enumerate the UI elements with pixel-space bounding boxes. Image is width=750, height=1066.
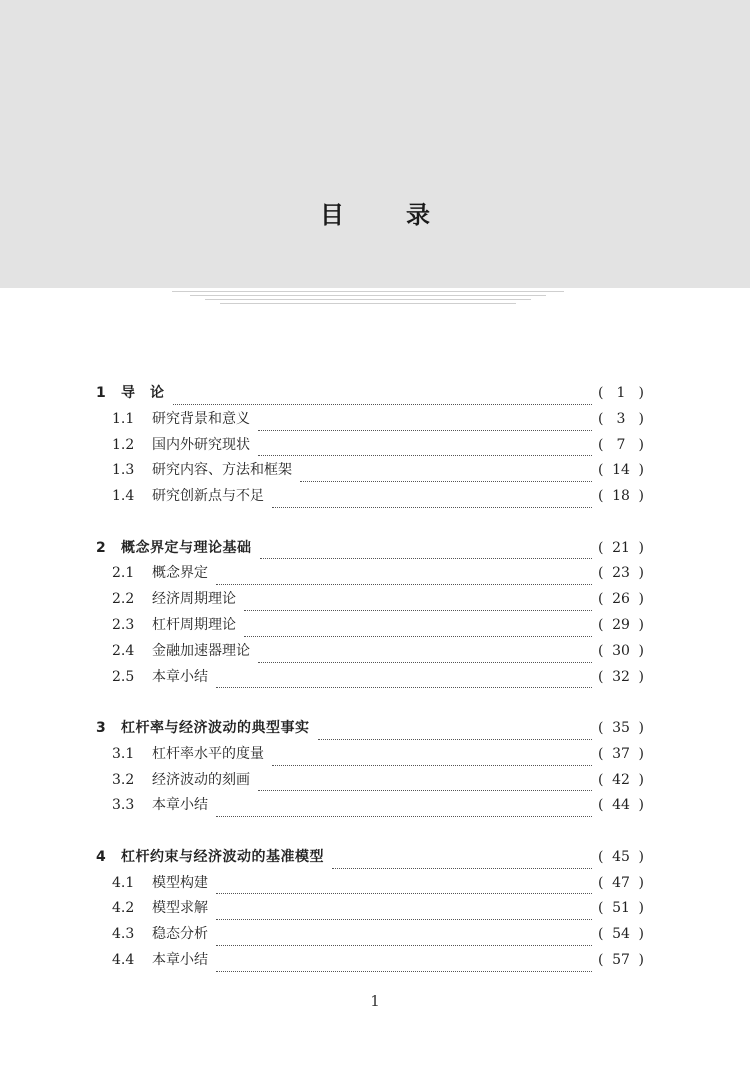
toc-section-row[interactable] <box>96 769 644 795</box>
toc-entry-title: 杠杆率水平的度量 <box>152 745 264 762</box>
toc-section-row[interactable] <box>96 408 644 434</box>
dot-leader <box>258 790 592 791</box>
toc-entry-title: 研究背景和意义 <box>152 410 250 427</box>
dot-leader <box>216 971 592 972</box>
toc-entry-title: 国内外研究现状 <box>152 436 250 453</box>
toc-entry-title: 稳态分析 <box>152 926 208 943</box>
toc-section-row[interactable] <box>96 743 644 769</box>
toc-entry-title: 杠杆率与经济波动的典型事实 <box>121 719 310 736</box>
toc-section-row[interactable] <box>96 666 644 692</box>
toc-entry-page: ( 51 ) <box>598 900 644 917</box>
page-title: 目录 <box>320 201 492 229</box>
toc-section-row[interactable] <box>96 459 644 485</box>
toc-section-row[interactable] <box>96 434 644 460</box>
toc-entry-page: ( 3 ) <box>598 410 644 427</box>
toc-entry-number: 4.2 <box>112 900 135 917</box>
toc-entry-number: 3.1 <box>112 745 135 762</box>
toc-entry-title: 研究创新点与不足 <box>152 488 264 505</box>
toc-entry-number: 1.3 <box>112 462 135 479</box>
toc-entry-number: 4.1 <box>112 874 135 891</box>
dot-leader <box>216 919 592 920</box>
toc-entry-title: 本章小结 <box>152 797 208 814</box>
dot-leader <box>216 945 592 946</box>
toc-entry-page: ( 57 ) <box>598 951 644 968</box>
toc-section-row[interactable] <box>96 562 644 588</box>
dot-leader <box>216 584 592 585</box>
toc-section-row[interactable] <box>96 614 644 640</box>
header-band <box>0 0 750 288</box>
toc-chapter-4 <box>96 846 644 975</box>
toc-section-row[interactable] <box>96 923 644 949</box>
toc-entry-number: 2.1 <box>112 565 135 582</box>
toc-chapter-3 <box>96 717 644 820</box>
toc-entry-title: 模型构建 <box>152 874 208 891</box>
decorative-rule <box>205 299 531 300</box>
dot-leader <box>300 481 592 482</box>
toc-entry-page: ( 35 ) <box>598 719 644 736</box>
toc-entry-page: ( 26 ) <box>598 591 644 608</box>
dot-leader <box>272 765 592 766</box>
toc-section-row[interactable] <box>96 588 644 614</box>
toc-chapter-1 <box>96 382 644 511</box>
dot-leader <box>260 558 593 559</box>
toc-entry-page: ( 45 ) <box>598 848 644 865</box>
toc-entry-page: ( 29 ) <box>598 616 644 633</box>
toc-section-row[interactable] <box>96 897 644 923</box>
decorative-rule <box>220 303 516 304</box>
toc-entry-number: 1.4 <box>112 488 135 505</box>
toc-entry-page: ( 30 ) <box>598 642 644 659</box>
toc-chapter-row[interactable] <box>96 717 644 743</box>
dot-leader <box>318 739 593 740</box>
toc-entry-title: 本章小结 <box>152 668 208 685</box>
toc-entry-title: 金融加速器理论 <box>152 642 250 659</box>
toc-entry-number: 1.2 <box>112 436 135 453</box>
toc-entry-page: ( 18 ) <box>598 488 644 505</box>
dot-leader <box>216 893 592 894</box>
toc-chapter-row[interactable] <box>96 382 644 408</box>
toc-entry-title: 导 论 <box>121 385 165 401</box>
dot-leader <box>216 816 592 817</box>
toc-chapter-row[interactable] <box>96 846 644 872</box>
decorative-rule <box>172 291 564 292</box>
toc-entry-page: ( 47 ) <box>598 874 644 891</box>
toc-entry-title: 经济波动的刻画 <box>152 771 250 788</box>
toc-entry-page: ( 1 ) <box>598 385 644 401</box>
toc-entry-number: 4.4 <box>112 951 135 968</box>
toc-entry-page: ( 32 ) <box>598 668 644 685</box>
dot-leader <box>332 868 592 869</box>
toc-entry-number: 2.4 <box>112 642 135 659</box>
toc-entry-number: 4 <box>96 848 106 865</box>
toc-section-row[interactable] <box>96 949 644 975</box>
toc-entry-number: 4.3 <box>112 926 135 943</box>
decorative-rule <box>190 295 546 296</box>
toc-section-row[interactable] <box>96 485 644 511</box>
toc-entry-title: 经济周期理论 <box>152 591 236 608</box>
toc-entry-title: 模型求解 <box>152 900 208 917</box>
toc-entry-page: ( 21 ) <box>598 539 644 556</box>
toc-entry-number: 2 <box>96 539 106 556</box>
toc-entry-number: 2.5 <box>112 668 135 685</box>
dot-leader <box>272 507 592 508</box>
page-number: 1 <box>370 992 380 1010</box>
toc-entry-page: ( 7 ) <box>598 436 644 453</box>
toc-section-row[interactable] <box>96 872 644 898</box>
dot-leader <box>258 430 592 431</box>
toc-entry-number: 2.2 <box>112 591 135 608</box>
dot-leader <box>244 610 592 611</box>
dot-leader <box>173 404 593 405</box>
dot-leader <box>258 662 592 663</box>
toc-entry-title: 概念界定与理论基础 <box>121 539 252 556</box>
toc-entry-page: ( 54 ) <box>598 926 644 943</box>
dot-leader <box>216 687 592 688</box>
toc-entry-number: 1 <box>96 385 106 401</box>
toc-entry-number: 3 <box>96 719 106 736</box>
toc-section-row[interactable] <box>96 640 644 666</box>
dot-leader <box>244 636 592 637</box>
dot-leader <box>258 455 592 456</box>
toc-entry-title: 概念界定 <box>152 565 208 582</box>
toc-entry-page: ( 23 ) <box>598 565 644 582</box>
toc-entry-title: 本章小结 <box>152 951 208 968</box>
toc-entry-title: 研究内容、方法和框架 <box>152 462 292 479</box>
toc-entry-page: ( 37 ) <box>598 745 644 762</box>
toc-entry-number: 3.3 <box>112 797 135 814</box>
table-of-contents <box>96 382 644 1000</box>
toc-chapter-2 <box>96 537 644 692</box>
toc-entry-number: 2.3 <box>112 616 135 633</box>
toc-entry-number: 3.2 <box>112 771 135 788</box>
toc-entry-title: 杠杆约束与经济波动的基准模型 <box>121 848 324 865</box>
toc-entry-title: 杠杆周期理论 <box>152 616 236 633</box>
toc-chapter-row[interactable] <box>96 537 644 563</box>
toc-entry-page: ( 44 ) <box>598 797 644 814</box>
toc-entry-page: ( 14 ) <box>598 462 644 479</box>
toc-entry-page: ( 42 ) <box>598 771 644 788</box>
toc-entry-number: 1.1 <box>112 410 135 427</box>
toc-section-row[interactable] <box>96 794 644 820</box>
